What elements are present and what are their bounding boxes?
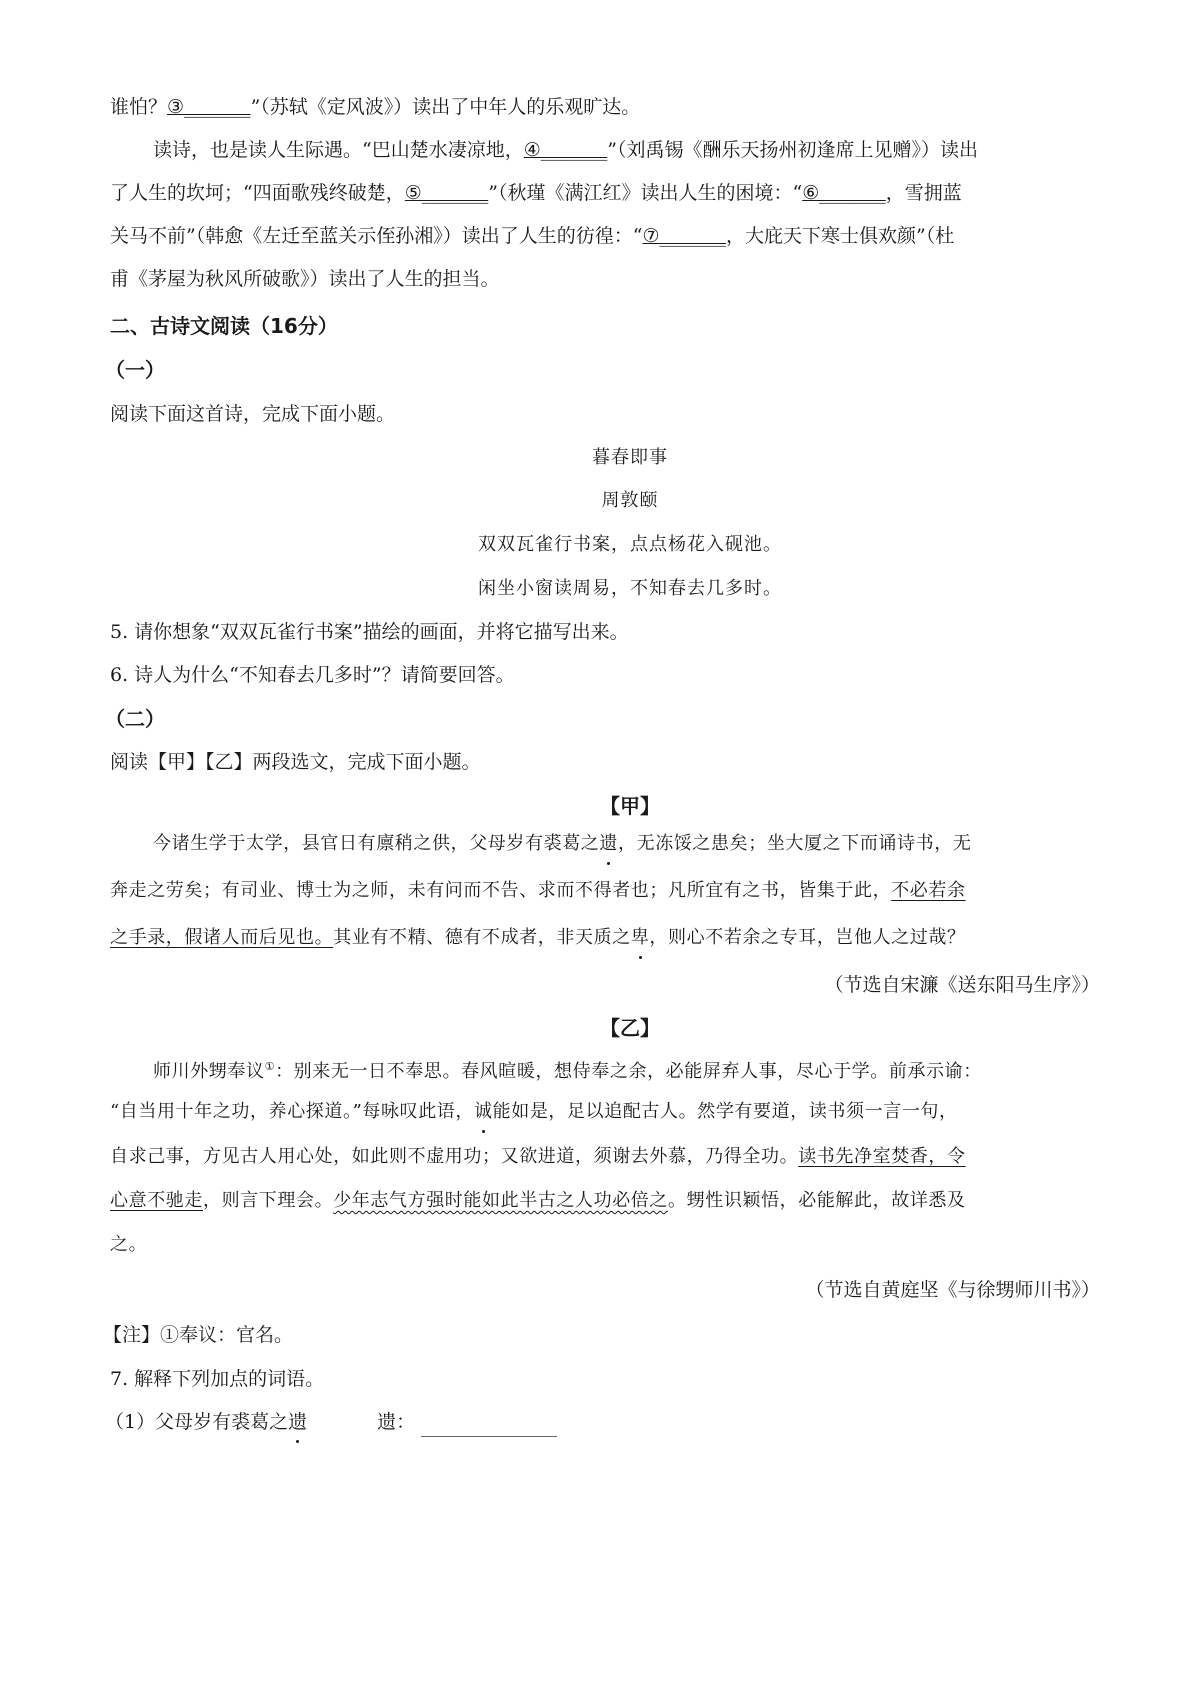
question-7-item-1: （1）父母岁有裘葛之遗 遗：: [105, 1407, 1095, 1437]
blank-4[interactable]: ④_______: [523, 139, 608, 161]
poem-title: 暮春即事: [592, 447, 668, 468]
blank-5[interactable]: ⑤_______: [404, 182, 489, 204]
top-line-5: 甫《茅屋为秋风所破歌》）读出了人生的担当。: [110, 268, 500, 290]
jia-label: 【甲】: [600, 794, 660, 818]
jia-line-2: 奔走之劳矣；有司业、博士为之师，未有问而不告、求而不得者也；凡所宜有之书，皆集于此，不必若余: [110, 880, 966, 901]
jia-line-3: 之手录，假诸人而后见也。其业有不精、德有不成者，非天质之卑，则心不若余之专耳，岂他人之过哉？: [110, 923, 1100, 953]
instruction-2: 阅读【甲】【乙】两段选文，完成下面小题。: [110, 751, 481, 773]
blank-3[interactable]: ③_______: [167, 96, 251, 118]
answer-line-1[interactable]: [421, 1416, 557, 1437]
jia-source: （节选自宋濂《送东阳马生序》）: [824, 974, 1100, 996]
dotted-char-bei: 卑: [631, 923, 650, 953]
poem-author: 周敦颐: [601, 490, 659, 511]
wavy-underlined-sentence: 少年志气方强时能如此半古之人功必倍之: [333, 1190, 669, 1211]
dotted-char-cheng: 诚: [474, 1097, 493, 1127]
top-line-1: 谁怕？③_______”（苏轼《定风波》）读出了中年人的乐观旷达。: [110, 92, 1100, 122]
question-6: 6. 诗人为什么“不知春去几多时”？请简要回答。: [110, 664, 515, 686]
blank-7[interactable]: ⑦_______: [642, 225, 726, 247]
question-5: 5. 请你想象“双双瓦雀行书案”描绘的画面，并将它描写出来。: [110, 621, 629, 643]
yi-line-3: 自求己事，方见古人用心处，如此则不虚用功；又欲进道，须谢去外慕，乃得全功。读书先净室焚香，令: [110, 1146, 966, 1167]
yi-line-2: “自当用十年之功，养心探道。”每咏叹此语，诚能如是，足以追配古人。然学有要道，读书须一言一句，: [110, 1097, 1100, 1127]
part-2-label: （二）: [105, 707, 165, 731]
dotted-char-yi-2: 遗: [288, 1407, 307, 1437]
footnote-marker: ①: [264, 1060, 276, 1073]
top-line-4: 关马不前”（韩愈《左迁至蓝关示侄孙湘》）读出了人生的彷徨：“⑦_______，大庇天下寒士俱欢颜”（杜: [110, 221, 1100, 251]
jia-line-1: 今诸生学于太学，县官日有廪稍之供，父母岁有裘葛之遗，无冻馁之患矣；坐大厦之下而诵诗书，无: [153, 829, 1100, 859]
yi-label: 【乙】: [600, 1016, 660, 1040]
top-line-3: 了人生的坎坷；“四面歌残终破楚，⑤_______”（秋瑾《满江红》读出人生的困境：“⑥_______，雪拥蓝: [110, 178, 1100, 208]
question-7: 7. 解释下列加点的词语。: [110, 1368, 325, 1390]
part-1-label: （一）: [105, 358, 165, 382]
yi-line-4: 心意不驰走，则言下理会。少年志气方强时能如此半古之人功必倍之。甥性识颖悟，必能解此，故详悉及: [110, 1190, 966, 1211]
yi-source: （节选自黄庭坚《与徐甥师川书》）: [805, 1279, 1100, 1301]
blank-6[interactable]: ⑥_______: [802, 182, 886, 204]
note: 【注】①奉议：官名。: [103, 1324, 294, 1346]
section-2-title: 二、古诗文阅读（16分）: [110, 314, 338, 338]
top-line-2: 读诗，也是读人生际遇。“巴山楚水凄凉地，④_______”（刘禹锡《酬乐天扬州初逢席上见赠》）读出: [153, 135, 1100, 165]
yi-line-5: 之。: [110, 1234, 148, 1255]
yi-line-1: 师川外甥奉议①：别来无一日不奉思。春风暄暖，想侍奉之余，必能屏弃人事，尽心于学。前承示谕：: [153, 1060, 982, 1082]
poem-line-1: 双双瓦雀行书案，点点杨花入砚池。: [478, 534, 782, 555]
dotted-char-yi: 遗: [599, 829, 618, 859]
poem-line-2: 闲坐小窗读周易，不知春去几多时。: [478, 578, 782, 599]
instruction-1: 阅读下面这首诗，完成下面小题。: [110, 403, 396, 425]
